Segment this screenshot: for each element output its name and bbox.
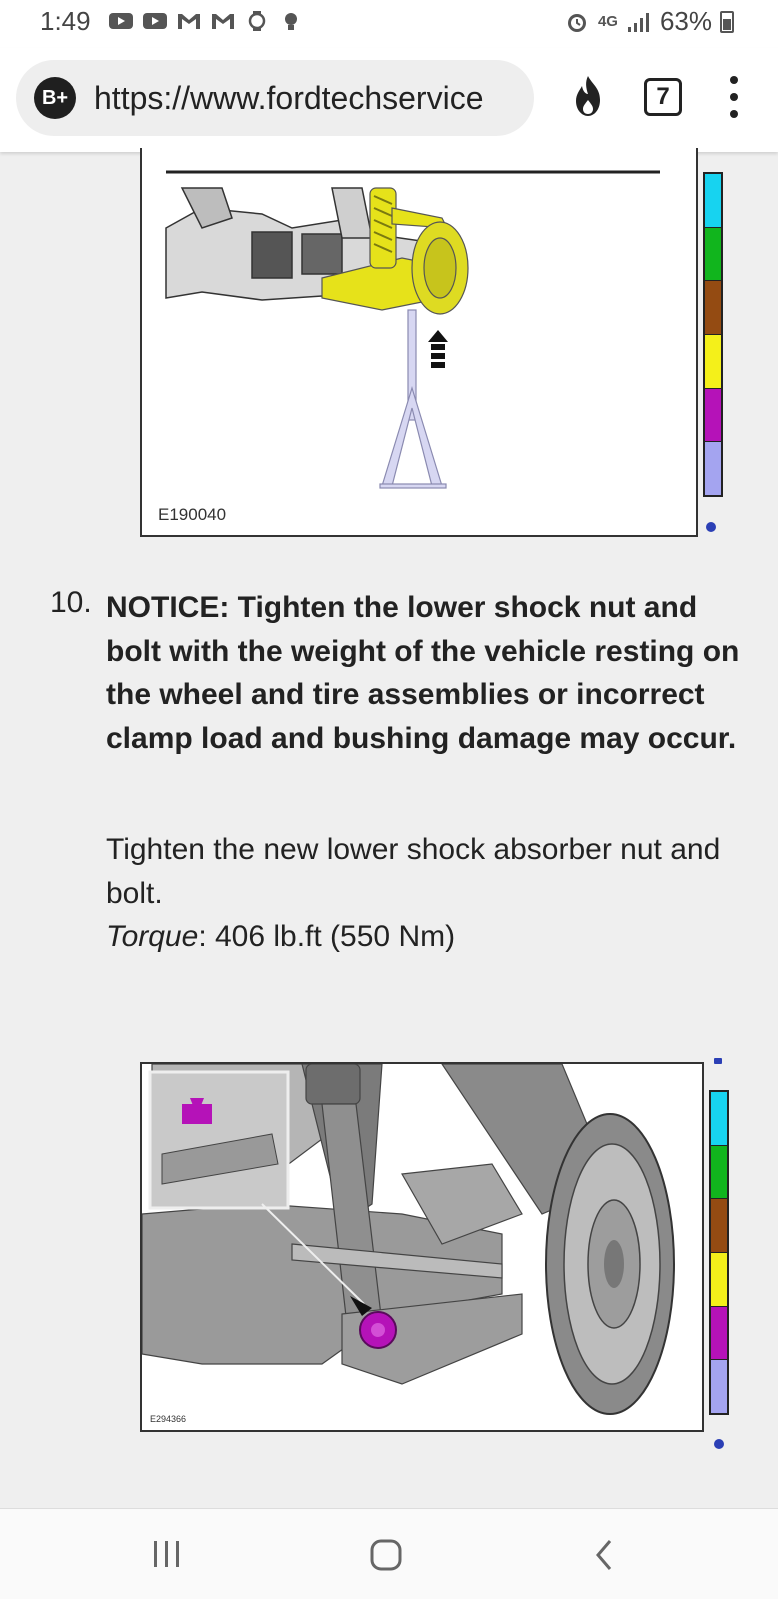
browser-toolbar [0, 48, 778, 152]
legend-magenta [705, 389, 721, 443]
torque-spec [106, 915, 746, 959]
more-vert-icon[interactable] [726, 76, 742, 118]
legend-green [711, 1146, 727, 1200]
lift-arrow [428, 330, 448, 368]
signal-icon [626, 11, 652, 33]
flame-icon[interactable] [570, 74, 606, 118]
url-text[interactable]: https://www.fordtechservice [94, 80, 484, 116]
legend-yellow [711, 1253, 727, 1307]
help-icon[interactable] [714, 1058, 722, 1064]
legend-brown [705, 281, 721, 335]
suspension-jackstand-illustration [142, 148, 698, 537]
legend-green [705, 228, 721, 282]
tabs-button[interactable]: 7 [644, 78, 682, 116]
step-instruction-block [106, 828, 746, 959]
legend-cyan [711, 1092, 727, 1146]
figure-code: E190040 [158, 505, 227, 524]
gmail-icon [176, 10, 202, 32]
battery-percent: 63% [659, 6, 712, 36]
alarm-icon [564, 9, 590, 35]
status-bar [0, 0, 778, 48]
lower-shock-bolt-illustration [142, 1064, 704, 1432]
back-icon[interactable] [592, 1539, 616, 1571]
help-icon[interactable] [714, 1439, 724, 1449]
notification-icons [108, 10, 304, 32]
watch-icon [244, 10, 270, 32]
figure-suspension-jack [140, 148, 698, 537]
step-notice: NOTICE: Tighten the lower shock nut and bolt with the weight of the vehicle resting on the wheel and tire assemblies or incorrect clamp load and bushing damage may occur. [106, 591, 740, 755]
battery-icon [720, 11, 734, 33]
torque-value: : 406 lb.ft (550 Nm) [198, 920, 456, 953]
home-icon[interactable] [370, 1539, 402, 1571]
network-type: 4G [597, 13, 618, 30]
site-badge-icon[interactable]: B+ [34, 77, 76, 119]
legend-magenta [711, 1307, 727, 1361]
help-icon[interactable] [706, 522, 716, 532]
recent-apps-icon[interactable] [150, 1539, 184, 1569]
status-right [564, 6, 734, 37]
legend-brown [711, 1199, 727, 1253]
color-legend-strip [703, 172, 723, 497]
color-legend-strip [709, 1090, 729, 1415]
gmail-icon [210, 10, 236, 32]
legend-yellow [705, 335, 721, 389]
brake-rotor [546, 1114, 674, 1414]
step-number: 10. [50, 586, 92, 619]
torque-label: Torque [106, 920, 199, 953]
bulb-icon [278, 10, 304, 32]
system-navigation-bar [0, 1508, 778, 1599]
figure-code: E294366 [150, 1414, 187, 1424]
detail-inset [150, 1072, 288, 1208]
step-instruction: Tighten the new lower shock absorber nut and bolt. [106, 833, 721, 910]
legend-cyan [705, 174, 721, 228]
youtube-icon [142, 10, 168, 32]
status-time: 1:49 [40, 6, 91, 36]
figure-shock-bolt [140, 1062, 704, 1432]
legend-lavender [705, 442, 721, 495]
youtube-icon [108, 10, 134, 32]
legend-lavender [711, 1360, 727, 1413]
address-bar[interactable] [16, 60, 534, 136]
